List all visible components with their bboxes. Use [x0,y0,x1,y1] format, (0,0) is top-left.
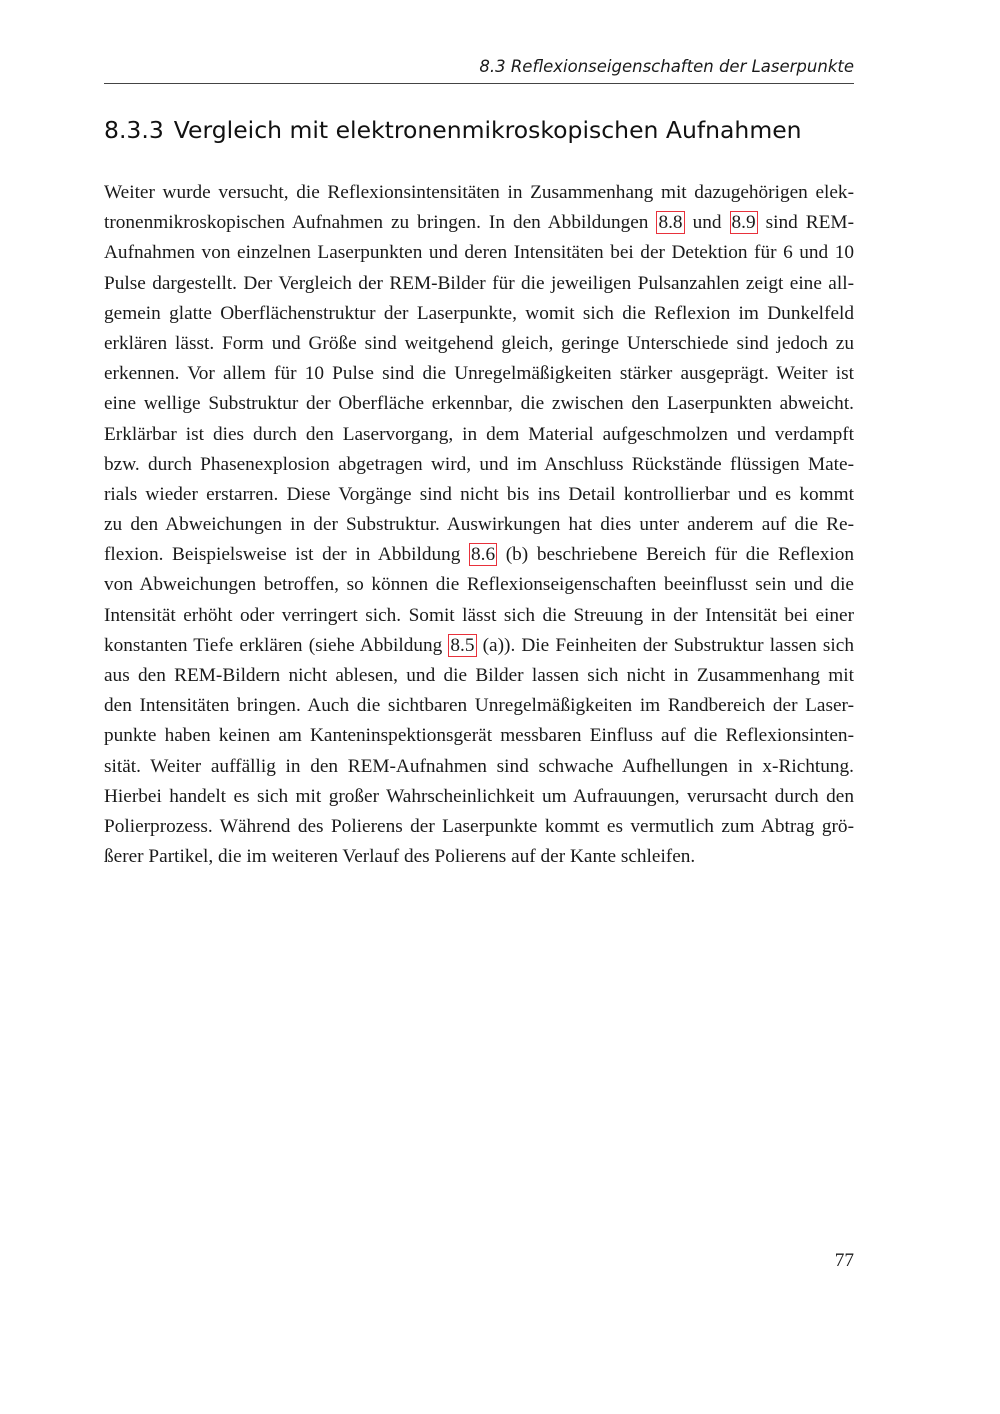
text-line: sität. Weiter auffällig in den REM-Aufnahmen sind schwache Aufhellungen in x-Richtung. [104,755,854,777]
text-line: Erklärbar ist dies durch den Laservorgang, in dem Material aufgeschmolzen und verdampft [104,423,854,445]
text-line: von Abweichungen betroffen, so können die Reflexionseigenschaften beeinflusst sein und die [104,574,854,596]
text-line: eine wellige Substruktur der Oberfläche erkennbar, die zwischen den Laserpunkten abweicht. [104,393,854,415]
text-line: erkennen. Vor allem für 10 Pulse sind die Unregelmäßigkeiten stärker ausgeprägt. Weiter ist [104,363,854,385]
text-line: erklären lässt. Form und Größe sind weitgehend gleich, geringe Unterschiede sind jedoch zu [104,332,854,354]
figure-ref-8-9[interactable]: 8.9 [731,212,756,234]
text-line: gemein glatte Oberflächenstruktur der Laserpunkte, womit sich die Reflexion im Dunkelfeld [104,302,854,324]
text-line: Pulse dargestellt. Der Vergleich der REM-Bilder für die jeweiligen Pulsanzahlen zeigt eine all- [104,272,854,294]
text-line: zu den Abweichungen in der Substruktur. Auswirkungen hat dies unter anderem auf die Re- [104,514,854,536]
section-number: 8.3.3 [104,116,164,144]
text-line: aus den REM-Bildern nicht ablesen, und die Bilder lassen sich nicht in Zusammenhang mit [104,665,854,686]
text-line: den Intensitäten bringen. Auch die sichtbaren Unregelmäßigkeiten im Randbereich der Laser- [104,695,854,717]
page-number: 77 [834,1250,854,1271]
figure-ref-8-8[interactable]: 8.8 [658,212,683,234]
running-header: 8.3 Reflexionseigenschaften der Laserpunkte [104,55,854,84]
section-title: Vergleich mit elektronenmikroskopischen Aufnahmen [173,116,802,144]
text-line: bzw. durch Phasenexplosion abgetragen wird, und im Anschluss Rückstände flüssigen Mate- [104,453,854,475]
text-line: flexion. Beispielsweise ist der in Abbildung 8.6 (b) beschriebene Bereich für die Reflexion [104,544,854,566]
text-line: Hierbei handelt es sich mit großer Wahrscheinlichkeit um Aufrauungen, verursacht durch den [104,785,854,807]
text-line: rials wieder erstarren. Diese Vorgänge sind nicht bis ins Detail kontrollierbar und es kommt [104,483,854,505]
text-line: konstanten Tiefe erklären (siehe Abbildung 8.5 (a)). Die Feinheiten der Substruktur lassen sich [104,634,854,656]
text-line: Weiter wurde versucht, die Reflexionsintensitäten in Zusammenhang mit dazugehörigen elek- [104,182,854,203]
figure-ref-8-6[interactable]: 8.6 [471,544,496,566]
figure-ref-8-5[interactable]: 8.5 [450,634,475,656]
text-line: ßerer Partikel, die im weiteren Verlauf des Polierens auf der Kante schleifen. [104,846,696,868]
section-heading [104,114,864,146]
text-line: punkte haben keinen am Kanteninspektionsgerät messbaren Einfluss auf die Reflexionsinten- [104,725,854,747]
text-line: Intensität erhöht oder verringert sich. Somit lässt sich die Streuung in der Intensität bei einer [104,604,854,626]
text-line: tronenmikroskopischen Aufnahmen zu bringen. In den Abbildungen 8.8 und 8.9 sind REM- [104,212,854,234]
text-line: Polierprozess. Während des Polierens der Laserpunkte kommt es vermutlich zum Abtrag grö- [104,815,854,837]
text-line: Aufnahmen von einzelnen Laserpunkten und deren Intensitäten bei der Detektion für 6 und 10 [104,242,854,264]
body-paragraph [104,178,854,872]
